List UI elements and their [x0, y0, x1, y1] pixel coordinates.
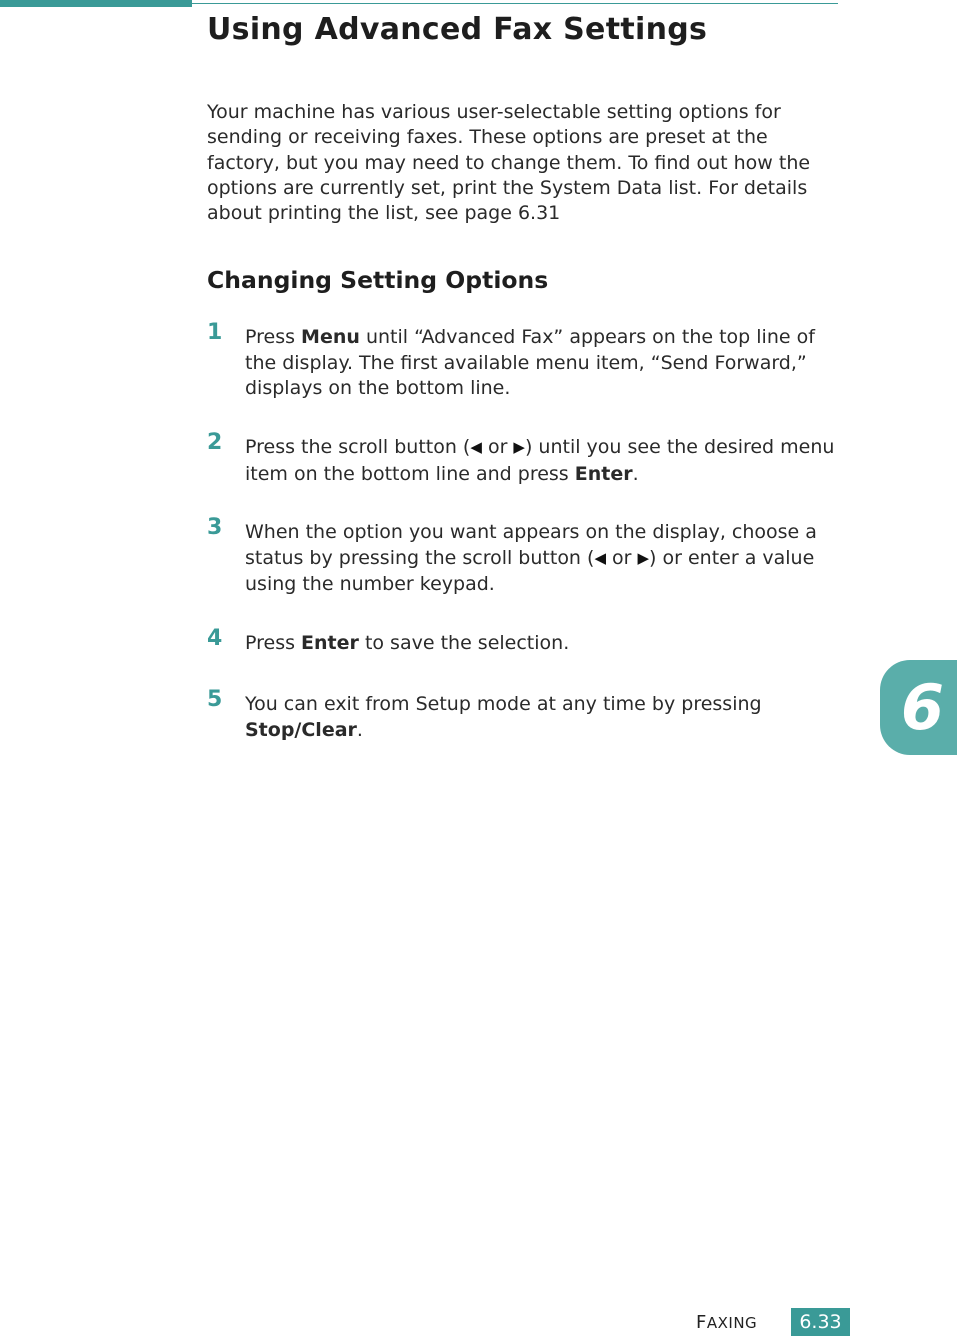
header-accent-bar	[0, 0, 192, 7]
footer-section-rest: AXING	[706, 1314, 758, 1332]
step-5	[207, 687, 837, 743]
section-title: Changing Setting Options	[207, 266, 549, 294]
step-text-part: .	[356, 718, 363, 741]
step-number: 1	[207, 320, 223, 345]
right-arrow-icon: ▶	[513, 438, 525, 456]
step-text-part: to save the selection.	[358, 632, 570, 654]
step-2	[207, 430, 837, 487]
step-text-part: Press	[245, 632, 302, 654]
footer-section-label	[696, 1312, 757, 1333]
menu-key-label: Menu	[301, 326, 360, 348]
step-text-part: When the option you want appears on the display, choose a status by pressing the scroll button (	[245, 521, 817, 569]
page-title: Using Advanced Fax Settings	[207, 12, 708, 47]
step-text-part: Press	[245, 326, 302, 348]
enter-key-label: Enter	[301, 632, 359, 654]
step-3	[207, 515, 837, 598]
step-1	[207, 320, 837, 402]
step-text	[245, 520, 837, 598]
step-text	[245, 631, 837, 657]
left-arrow-icon: ◀	[594, 548, 606, 567]
step-text-part: You can exit from Setup mode at any time by pressing	[245, 693, 762, 715]
right-arrow-icon: ▶	[637, 548, 650, 567]
left-arrow-icon: ◀	[470, 438, 482, 456]
step-text-part: or	[605, 546, 638, 569]
stop-clear-key-label: Stop/Clear	[245, 718, 357, 741]
step-text	[245, 325, 837, 402]
header-rule	[192, 3, 838, 4]
footer-section-initial: F	[696, 1312, 707, 1333]
intro-paragraph: Your machine has various user-selectable setting options for sending or receiving faxes. These options are preset at the factory, but you may need to change them. To find out how the options are currently set, print the System Data list. For details about printing the list, see page 6.31	[207, 101, 811, 225]
step-text	[245, 435, 837, 487]
step-text-part: ) or enter a value using the number keypad.	[245, 546, 815, 595]
step-text	[245, 692, 837, 743]
step-number: 3	[207, 515, 223, 540]
step-number: 5	[207, 687, 223, 712]
step-number: 2	[207, 430, 223, 455]
step-text-part: until “Advanced Fax” appears on the top line of the display. The first available menu item, “Send Forward,” displays on the bottom line.	[245, 326, 815, 399]
page-number-badge: 6.33	[791, 1308, 850, 1336]
enter-key-label: Enter	[574, 462, 633, 485]
chapter-number: 6	[900, 671, 945, 744]
step-4	[207, 626, 837, 657]
step-text-part: ) until you see the desired menu item on the bottom line and press	[245, 436, 835, 485]
step-text-part: Press the scroll button (	[245, 436, 471, 458]
step-number: 4	[207, 626, 223, 651]
chapter-tab	[880, 660, 957, 755]
step-text-part: .	[632, 462, 639, 485]
step-text-part: or	[481, 436, 514, 458]
